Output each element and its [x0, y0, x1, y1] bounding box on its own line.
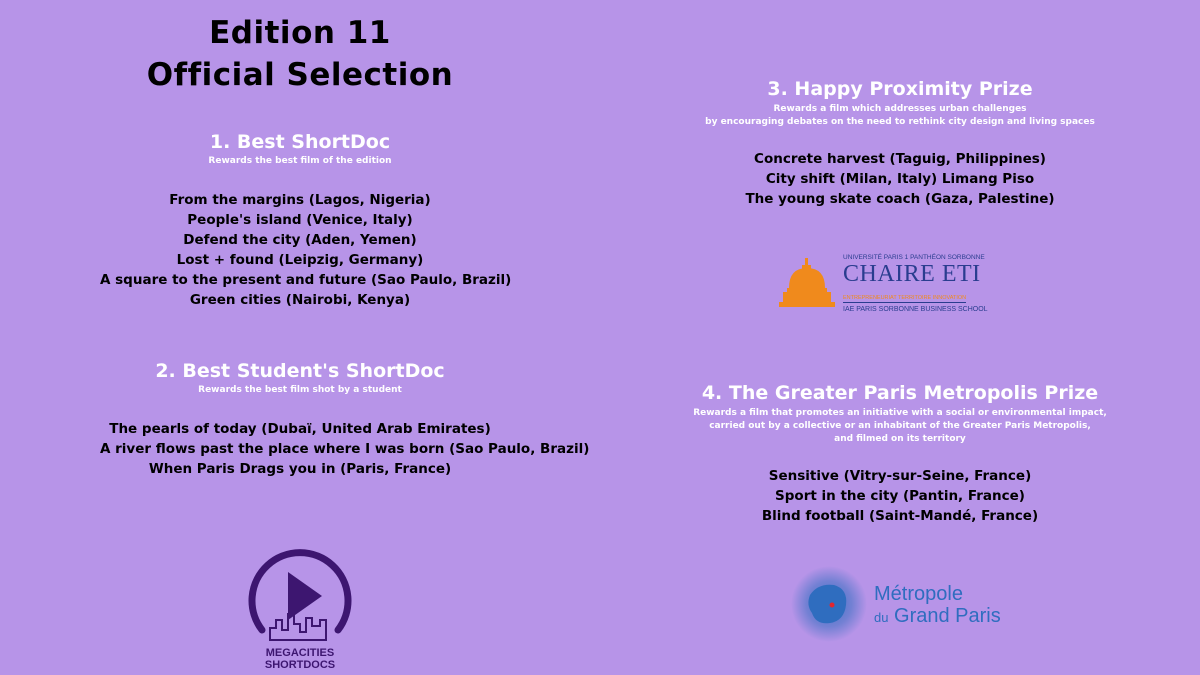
prize-description	[700, 103, 1100, 129]
film-item: A river flows past the place where I was born (Sao Paulo, Brazil)	[100, 441, 590, 457]
film-item: Blind football (Saint-Mandé, France)	[761, 508, 1039, 524]
film-item: From the margins (Lagos, Nigeria)	[169, 192, 431, 208]
prize-description	[100, 155, 500, 168]
chaire-tagline-label: ENTREPRENEURIAT TERRITOIRE INNOVATION	[843, 295, 967, 301]
prize-description-line: by encouraging debates on the need to rethink city design and living spaces	[705, 117, 1095, 127]
metropole-grand-paris-logo	[790, 565, 1020, 645]
prize-description-line: and filmed on its territory	[834, 434, 966, 444]
chaire-school-label: IAE PARIS SORBONNE BUSINESS SCHOOL	[843, 306, 988, 313]
film-item: A square to the present and future (Sao Paulo, Brazil)	[100, 272, 512, 288]
prize-description-line: Rewards a film that promotes an initiative with a social or environmental impact,	[693, 408, 1107, 418]
film-item: When Paris Drags you in (Paris, France)	[148, 461, 452, 477]
prize-description-line: Rewards the best film shot by a student	[198, 385, 402, 395]
film-list	[100, 419, 590, 479]
prize-title: 2. Best Student's ShortDoc	[155, 360, 445, 382]
metropole-map-icon	[790, 565, 868, 643]
pantheon-dome-icon	[775, 256, 839, 308]
metropole-name-grand-paris: Grand Paris	[894, 605, 1001, 627]
film-list	[700, 149, 1100, 209]
prize-description-line: carried out by a collective or an inhabitant of the Greater Paris Metropolis,	[709, 421, 1091, 431]
film-item: Lost + found (Leipzig, Germany)	[176, 252, 424, 268]
prize-description-line: Rewards the best film of the edition	[208, 156, 392, 166]
prize-title: 4. The Greater Paris Metropolis Prize	[701, 382, 1099, 404]
prize-best-shortdoc	[100, 130, 512, 310]
selection-label: Official Selection	[146, 57, 454, 93]
metropole-name-du: du	[874, 610, 889, 625]
prize-happy-proximity	[700, 77, 1100, 209]
chaire-eti-logo	[775, 250, 1005, 313]
film-item: City shift (Milan, Italy) Limang Piso	[765, 171, 1035, 187]
film-list	[680, 466, 1120, 526]
chaire-university-label: UNIVERSITÉ PARIS 1 PANTHÉON SORBONNE	[843, 254, 985, 261]
page-title	[120, 12, 480, 96]
chaire-name-label: CHAIRE ETI	[843, 261, 981, 287]
film-item: Concrete harvest (Taguig, Philippines)	[754, 151, 1046, 167]
metropole-name-line1: Métropole	[874, 583, 963, 605]
prize-title: 3. Happy Proximity Prize	[767, 78, 1033, 100]
film-item: Sensitive (Vitry-sur-Seine, France)	[768, 468, 1032, 484]
megacities-logo-line: SHORTDOCS	[264, 659, 336, 671]
film-list	[100, 190, 512, 310]
prize-description	[100, 384, 500, 397]
prize-description-line: Rewards a film which addresses urban challenges	[773, 104, 1027, 114]
prize-greater-paris-metropolis	[680, 381, 1120, 526]
edition-label: Edition 11	[209, 15, 391, 51]
film-item: People's island (Venice, Italy)	[187, 212, 413, 228]
film-item: Defend the city (Aden, Yemen)	[183, 232, 417, 248]
prize-description	[680, 407, 1120, 446]
play-icon	[240, 540, 360, 645]
prize-title: 1. Best ShortDoc	[209, 131, 391, 153]
film-item: The young skate coach (Gaza, Palestine)	[745, 191, 1055, 207]
film-item: Sport in the city (Pantin, France)	[775, 488, 1025, 504]
megacities-shortdocs-logo	[240, 540, 360, 670]
prize-best-student-shortdoc	[100, 359, 590, 479]
megacities-logo-line: MEGACITIES	[265, 647, 335, 659]
film-item: Green cities (Nairobi, Kenya)	[189, 292, 411, 308]
film-item: The pearls of today (Dubaï, United Arab Emirates)	[109, 421, 491, 437]
